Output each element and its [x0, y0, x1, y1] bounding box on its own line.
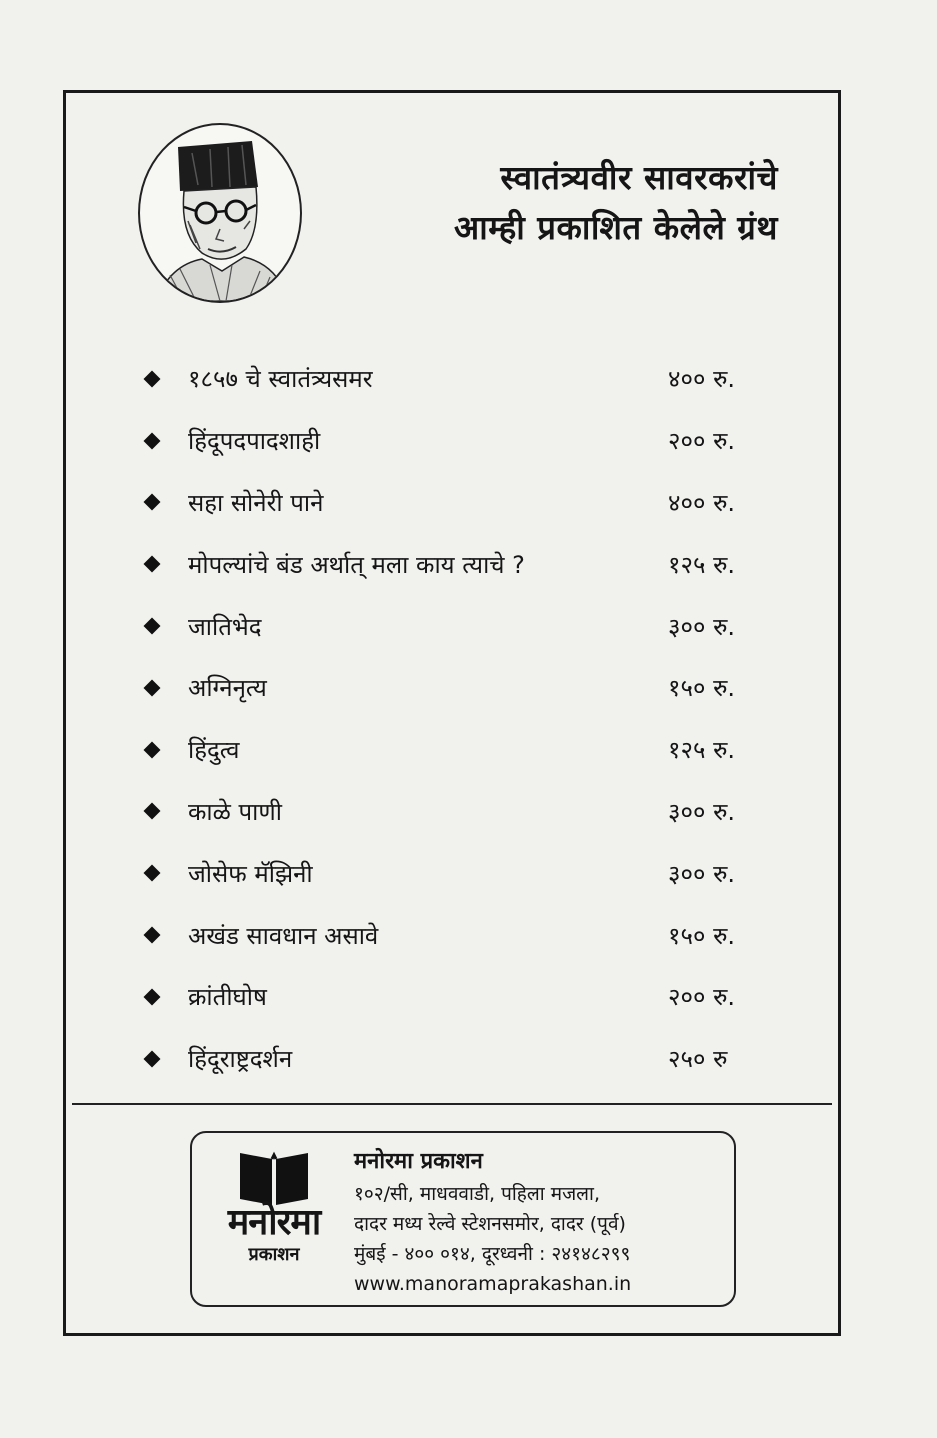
book-title: सहा सोनेरी पाने — [188, 488, 324, 517]
book-price: १२५ रु. — [668, 736, 736, 765]
diamond-bullet-icon — [144, 803, 161, 820]
diamond-bullet-icon — [144, 1050, 161, 1067]
heading-line-2: आम्ही प्रकाशित केलेले ग्रंथ — [454, 208, 778, 247]
book-price: २०० रु. — [668, 983, 736, 1012]
book-title: जातिभेद — [188, 612, 262, 641]
book-price: ३०० रु. — [668, 859, 736, 888]
book-title: हिंदुत्व — [188, 736, 240, 765]
book-item — [138, 472, 778, 534]
page-frame — [63, 90, 841, 1336]
book-title: १८५७ चे स्वातंत्र्यसमर — [188, 365, 373, 394]
book-list — [138, 348, 778, 1090]
diamond-bullet-icon — [144, 988, 161, 1005]
portrait-sketch-icon — [140, 125, 300, 301]
publisher-info — [354, 1145, 724, 1299]
book-price: ३०० रु. — [668, 612, 736, 641]
open-book-icon — [236, 1147, 312, 1207]
book-title: हिंदूराष्ट्रदर्शन — [188, 1045, 293, 1074]
book-price: २०० रु. — [668, 427, 736, 456]
diamond-bullet-icon — [144, 618, 161, 635]
book-item — [138, 842, 778, 904]
book-item — [138, 533, 778, 595]
book-title: मोपल्यांचे बंड अर्थात् मला काय त्याचे ? — [188, 550, 525, 579]
book-price: १२५ रु. — [668, 550, 736, 579]
book-title: अखंड सावधान असावे — [188, 921, 379, 950]
diamond-bullet-icon — [144, 741, 161, 758]
book-price: २५० रु — [668, 1045, 728, 1074]
book-title: हिंदूपदपादशाही — [188, 427, 321, 456]
publisher-logo — [206, 1147, 342, 1297]
publisher-address-line-3: मुंबई - ४०० ०१४, दूरध्वनी : २४१४८२९९ — [354, 1243, 631, 1265]
book-price: ४०० रु. — [668, 488, 736, 517]
book-price: १५० रु. — [668, 921, 736, 950]
section-divider — [72, 1103, 832, 1105]
publisher-box — [190, 1131, 736, 1307]
book-item — [138, 410, 778, 472]
book-item — [138, 719, 778, 781]
diamond-bullet-icon — [144, 370, 161, 387]
book-item — [138, 595, 778, 657]
diamond-bullet-icon — [144, 494, 161, 511]
book-price: ३०० रु. — [668, 797, 736, 826]
publisher-address-line-1: १०२/सी, माधववाडी, पहिला मजला, — [354, 1183, 601, 1205]
book-item — [138, 966, 778, 1028]
diamond-bullet-icon — [144, 927, 161, 944]
book-title: क्रांतीघोष — [188, 983, 267, 1012]
diamond-bullet-icon — [144, 556, 161, 573]
book-price: १५० रु. — [668, 674, 736, 703]
book-item — [138, 904, 778, 966]
logo-name: मनोरमा — [227, 1202, 321, 1243]
book-price: ४०० रु. — [668, 365, 736, 394]
author-portrait — [138, 123, 302, 303]
heading-line-1: स्वातंत्र्यवीर सावरकरांचे — [500, 158, 778, 197]
publisher-address-line-2: दादर मध्य रेल्वे स्टेशनसमोर, दादर (पूर्व) — [354, 1213, 626, 1235]
publisher-name: मनोरमा प्रकाशन — [354, 1149, 483, 1174]
page-heading — [454, 153, 778, 253]
book-title: जोसेफ मॅझिनी — [188, 859, 313, 888]
logo-subtitle: प्रकाशन — [248, 1244, 300, 1265]
diamond-bullet-icon — [144, 432, 161, 449]
diamond-bullet-icon — [144, 865, 161, 882]
book-title: अग्निनृत्य — [188, 674, 267, 703]
book-item — [138, 781, 778, 843]
book-item — [138, 657, 778, 719]
book-item — [138, 1028, 778, 1090]
book-title: काळे पाणी — [188, 797, 282, 826]
diamond-bullet-icon — [144, 679, 161, 696]
book-item — [138, 348, 778, 410]
publisher-website: www.manoramaprakashan.in — [354, 1273, 632, 1295]
